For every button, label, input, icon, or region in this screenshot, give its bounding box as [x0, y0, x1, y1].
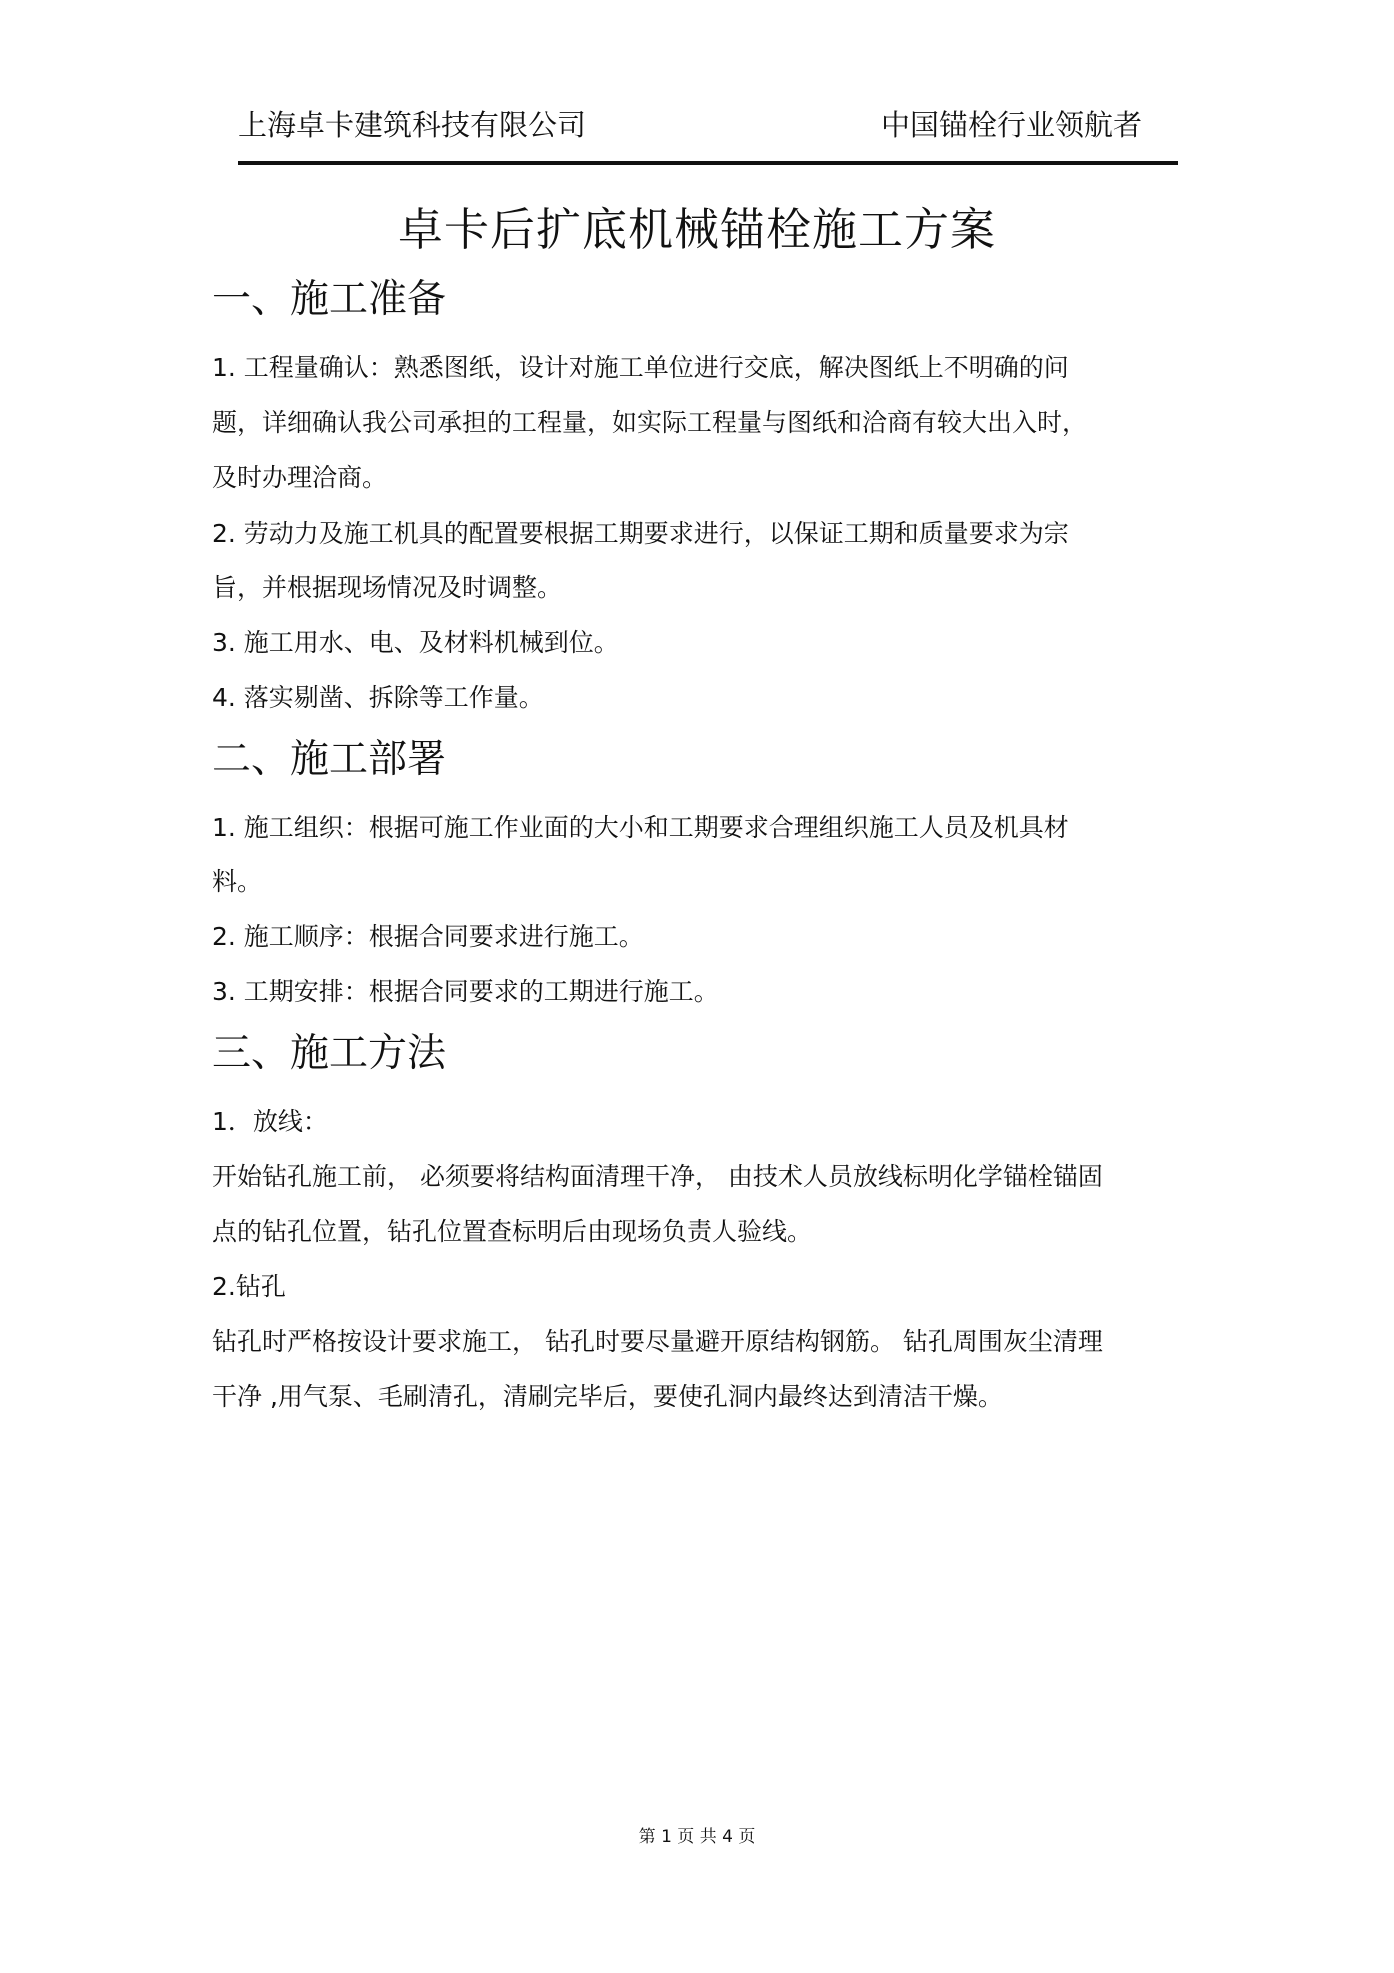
- company-name: 上海卓卡建筑科技有限公司: [238, 108, 587, 142]
- company-slogan: 中国锚栓行业领航者: [880, 108, 1142, 142]
- paragraph-line: 开始钻孔施工前， 必须要将结构面清理干净， 由技术人员放线标明化学锚栓锚固: [212, 1162, 1103, 1191]
- section-heading: 三、施工方法: [212, 1031, 447, 1076]
- paragraph-line: 3. 工期安排：根据合同要求的工期进行施工。: [212, 977, 719, 1006]
- header-divider: [238, 161, 1178, 165]
- paragraph-line: 2.钻孔: [212, 1272, 286, 1301]
- section-heading: 二、施工部署: [212, 737, 447, 782]
- paragraph-line: 2. 施工顺序：根据合同要求进行施工。: [212, 922, 644, 951]
- paragraph-line: 料。: [212, 867, 263, 896]
- paragraph-line: 及时办理洽商。: [212, 463, 388, 492]
- paragraph-line: 3. 施工用水、电、及材料机械到位。: [212, 628, 619, 657]
- paragraph-line: 2. 劳动力及施工机具的配置要根据工期要求进行，以保证工期和质量要求为宗: [212, 519, 1069, 548]
- page-header: [238, 100, 1178, 150]
- paragraph-line: 1. 施工组织：根据可施工作业面的大小和工期要求合理组织施工人员及机具材: [212, 813, 1069, 842]
- paragraph-line: 旨，并根据现场情况及时调整。: [212, 573, 563, 602]
- paragraph-line: 点的钻孔位置，钻孔位置查标明后由现场负责人验线。: [212, 1217, 813, 1246]
- paragraph-line: 钻孔时严格按设计要求施工， 钻孔时要尽量避开原结构钢筋。 钻孔周围灰尘清理: [212, 1327, 1103, 1356]
- paragraph-line: 干净 ,用气泵、毛刷清孔，清刷完毕后，要使孔洞内最终达到清洁干燥。: [212, 1382, 1003, 1411]
- section-heading: 一、施工准备: [212, 277, 447, 322]
- document-title: 卓卡后扩底机械锚栓施工方案: [397, 203, 996, 256]
- paragraph-line: 1．放线：: [212, 1107, 328, 1136]
- paragraph-line: 1. 工程量确认：熟悉图纸，设计对施工单位进行交底，解决图纸上不明确的问: [212, 353, 1069, 382]
- page-number: 第 1 页 共 4 页: [638, 1827, 756, 1847]
- paragraph-line: 题，详细确认我公司承担的工程量，如实际工程量与图纸和洽商有较大出入时，: [212, 408, 1088, 437]
- paragraph-line: 4. 落实剔凿、拆除等工作量。: [212, 683, 544, 712]
